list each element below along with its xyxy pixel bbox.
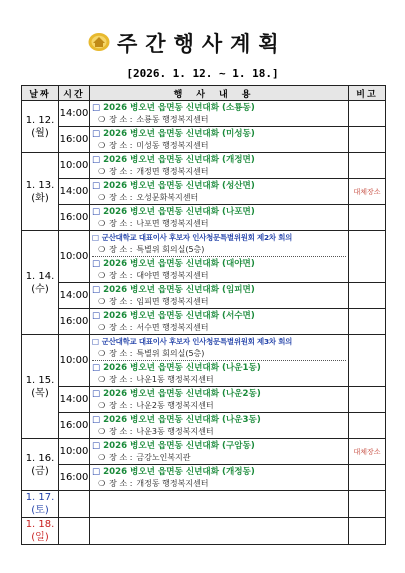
- event-cell: [90, 127, 349, 153]
- emblem-icon: [88, 32, 110, 52]
- checkbox-bullet-icon: □: [92, 233, 99, 242]
- checkbox-bullet-icon: □: [92, 389, 101, 399]
- table-row: [22, 231, 386, 283]
- time-cell: 16:00: [59, 465, 90, 491]
- event-title: [92, 310, 346, 322]
- time-cell: 10:00: [59, 335, 90, 387]
- place-label: 장 소 :: [109, 167, 133, 176]
- event-place: [92, 348, 346, 359]
- place-bullet-icon: ❍: [98, 323, 106, 332]
- event-divider: [92, 256, 346, 257]
- table-row: [22, 335, 386, 387]
- time-cell: 14:00: [59, 101, 90, 127]
- place-bullet-icon: ❍: [98, 297, 106, 306]
- event-cell: [90, 283, 349, 309]
- event-place: [92, 400, 346, 411]
- event-title: [92, 414, 346, 426]
- event-title: [92, 466, 346, 478]
- event-title: [92, 440, 346, 452]
- checkbox-bullet-icon: □: [92, 363, 101, 373]
- place-text: 금강노인복지관: [136, 453, 191, 462]
- weekday-text: (목): [31, 387, 49, 399]
- checkbox-bullet-icon: □: [92, 129, 101, 139]
- time-cell: [59, 518, 90, 545]
- note-cell: [349, 465, 386, 491]
- date-text: 1. 13.: [25, 179, 55, 191]
- event-cell: [90, 491, 349, 518]
- place-label: 장 소 :: [109, 479, 133, 488]
- time-cell: 10:00: [59, 439, 90, 465]
- date-text: 1. 16.: [25, 452, 55, 464]
- place-text: 나운1동 행정복지센터: [136, 375, 214, 384]
- place-label: 장 소 :: [109, 349, 133, 358]
- event-title: [92, 362, 346, 374]
- note-cell: 대체장소: [349, 179, 386, 205]
- place-label: 장 소 :: [109, 427, 133, 436]
- place-bullet-icon: ❍: [98, 271, 106, 280]
- place-label: 장 소 :: [109, 323, 133, 332]
- place-label: 장 소 :: [109, 401, 133, 410]
- event-divider: [92, 360, 346, 361]
- event-cell: [90, 205, 349, 231]
- checkbox-bullet-icon: □: [92, 155, 101, 165]
- event-cell: [90, 309, 349, 335]
- event-title: [92, 206, 346, 218]
- place-bullet-icon: ❍: [98, 115, 106, 124]
- date-cell: [22, 439, 59, 491]
- event-title-text: 2026 병오년 읍면동 신년대화 (미성동): [103, 129, 255, 139]
- page-title: 주간행사계획: [117, 32, 287, 56]
- place-bullet-icon: ❍: [98, 167, 106, 176]
- date-text: 1. 17.: [25, 492, 55, 503]
- col-header-note: 비고: [349, 86, 386, 101]
- date-cell: [22, 153, 59, 231]
- checkbox-bullet-icon: □: [92, 103, 101, 113]
- time-cell: 10:00: [59, 153, 90, 179]
- event-title: [92, 180, 346, 192]
- event-place: [92, 244, 346, 255]
- event-title-text: 2026 병오년 읍면동 신년대화 (나포면): [103, 207, 255, 217]
- note-cell: [349, 231, 386, 283]
- note-cell: [349, 518, 386, 545]
- event-place: [92, 296, 346, 307]
- event-place: [92, 192, 346, 203]
- weekday-text: (일): [31, 532, 49, 543]
- time-cell: 14:00: [59, 283, 90, 309]
- place-bullet-icon: ❍: [98, 427, 106, 436]
- event-place: [92, 140, 346, 151]
- weekday-text: (토): [31, 505, 49, 516]
- event-cell: [90, 153, 349, 179]
- place-text: 미성동 행정복지센터: [136, 141, 209, 150]
- note-cell: [349, 283, 386, 309]
- event-title-text: 2026 병오년 읍면동 신년대화 (소룡동): [103, 103, 255, 113]
- event-title-text: 2026 병오년 읍면동 신년대화 (서수면): [103, 311, 255, 321]
- date-text: 1. 14.: [25, 270, 55, 282]
- event-title: [92, 336, 346, 348]
- note-cell: [349, 309, 386, 335]
- place-bullet-icon: ❍: [98, 479, 106, 488]
- event-title-text: 2026 병오년 읍면동 신년대화 (성산면): [103, 181, 255, 191]
- col-header-content: 행사내용: [90, 86, 349, 101]
- place-text: 특별위 회의실(5층): [136, 245, 205, 254]
- checkbox-bullet-icon: □: [92, 415, 101, 425]
- event-cell: [90, 101, 349, 127]
- checkbox-bullet-icon: □: [92, 207, 101, 217]
- note-cell: [349, 205, 386, 231]
- date-cell: [22, 491, 59, 518]
- note-cell: [349, 387, 386, 413]
- table-row: [22, 127, 386, 153]
- table-row: [22, 283, 386, 309]
- place-label: 장 소 :: [109, 453, 133, 462]
- event-title-text: 2026 병오년 읍면동 신년대화 (개정동): [103, 467, 255, 477]
- note-cell: [349, 491, 386, 518]
- weekday-text: (금): [31, 465, 49, 477]
- place-text: 특별위 회의실(5층): [136, 349, 205, 358]
- event-title-text: 2026 병오년 읍면동 신년대화 (대야면): [103, 259, 255, 269]
- event-title-text: 2026 병오년 읍면동 신년대화 (구암동): [103, 441, 255, 451]
- event-title: [92, 128, 346, 140]
- date-cell: [22, 518, 59, 545]
- event-title-text: 2026 병오년 읍면동 신년대화 (나운2동): [103, 389, 261, 399]
- date-cell: [22, 231, 59, 335]
- table-row: [22, 309, 386, 335]
- schedule-table: [21, 85, 386, 545]
- place-label: 장 소 :: [109, 245, 133, 254]
- place-bullet-icon: ❍: [98, 245, 106, 254]
- note-cell: [349, 153, 386, 179]
- place-bullet-icon: ❍: [98, 219, 106, 228]
- event-cell: [90, 387, 349, 413]
- place-text: 개정동 행정복지센터: [136, 479, 209, 488]
- event-title-text: 2026 병오년 읍면동 신년대화 (개정면): [103, 155, 255, 165]
- time-cell: 14:00: [59, 179, 90, 205]
- period-range: [2026. 1. 12. ~ 1. 18.]: [126, 67, 279, 80]
- checkbox-bullet-icon: □: [92, 467, 101, 477]
- event-cell: [90, 518, 349, 545]
- place-bullet-icon: ❍: [98, 401, 106, 410]
- place-label: 장 소 :: [109, 219, 133, 228]
- event-place: [92, 322, 346, 333]
- place-text: 나운2동 행정복지센터: [136, 401, 214, 410]
- place-text: 서수면 행정복지센터: [136, 323, 209, 332]
- place-text: 임피면 행정복지센터: [136, 297, 209, 306]
- time-cell: 16:00: [59, 309, 90, 335]
- table-row: [22, 179, 386, 205]
- place-text: 나포면 행정복지센터: [136, 219, 209, 228]
- header-row: [22, 86, 386, 101]
- table-row: [22, 101, 386, 127]
- table-row: [22, 413, 386, 439]
- time-cell: [59, 491, 90, 518]
- checkbox-bullet-icon: □: [92, 285, 101, 295]
- event-title: [92, 102, 346, 114]
- event-place: [92, 452, 346, 463]
- event-title: [92, 232, 346, 244]
- place-bullet-icon: ❍: [98, 349, 106, 358]
- place-label: 장 소 :: [109, 141, 133, 150]
- event-place: [92, 478, 346, 489]
- place-text: 개정면 행정복지센터: [136, 167, 209, 176]
- place-bullet-icon: ❍: [98, 193, 106, 202]
- event-title: [92, 284, 346, 296]
- table-row: [22, 518, 386, 545]
- event-title: [92, 154, 346, 166]
- table-row: [22, 491, 386, 518]
- time-cell: 16:00: [59, 413, 90, 439]
- weekday-text: (화): [31, 192, 49, 204]
- date-text: 1. 12.: [25, 114, 55, 126]
- checkbox-bullet-icon: □: [92, 181, 101, 191]
- event-cell: [90, 231, 349, 283]
- event-cell: [90, 465, 349, 491]
- table-row: [22, 153, 386, 179]
- note-cell: [349, 413, 386, 439]
- event-title-text: 2026 병오년 읍면동 신년대화 (나운3동): [103, 415, 261, 425]
- time-cell: 16:00: [59, 127, 90, 153]
- place-text: 대야면 행정복지센터: [136, 271, 209, 280]
- note-cell: [349, 101, 386, 127]
- date-text: 1. 18.: [25, 519, 55, 530]
- date-text: 1. 15.: [25, 374, 55, 386]
- note-cell: [349, 127, 386, 153]
- event-title-text: 2026 병오년 읍면동 신년대화 (나운1동): [103, 363, 261, 373]
- note-cell: 대체장소: [349, 439, 386, 465]
- event-place: [92, 270, 346, 281]
- weekday-text: (수): [31, 283, 49, 295]
- event-title-text: 군산대학교 대표이사 후보자 인사청문특별위원회 제2차 회의: [101, 233, 293, 242]
- date-cell: [22, 101, 59, 153]
- place-bullet-icon: ❍: [98, 453, 106, 462]
- time-cell: 14:00: [59, 387, 90, 413]
- place-text: 소룡동 행정복지센터: [136, 115, 209, 124]
- place-label: 장 소 :: [109, 375, 133, 384]
- event-cell: [90, 413, 349, 439]
- event-cell: [90, 179, 349, 205]
- place-bullet-icon: ❍: [98, 375, 106, 384]
- event-title-text: 군산대학교 대표이사 후보자 인사청문특별위원회 제3차 회의: [101, 337, 293, 346]
- event-cell: [90, 439, 349, 465]
- checkbox-bullet-icon: □: [92, 259, 101, 269]
- checkbox-bullet-icon: □: [92, 311, 101, 321]
- event-place: [92, 166, 346, 177]
- place-label: 장 소 :: [109, 115, 133, 124]
- place-label: 장 소 :: [109, 297, 133, 306]
- event-place: [92, 374, 346, 385]
- table-row: [22, 205, 386, 231]
- col-header-time: 시간: [59, 86, 90, 101]
- event-cell: [90, 335, 349, 387]
- page-header: [0, 22, 405, 62]
- event-title-text: 2026 병오년 읍면동 신년대화 (임피면): [103, 285, 255, 295]
- place-text: 나운3동 행정복지센터: [136, 427, 214, 436]
- weekday-text: (월): [31, 127, 49, 139]
- table-row: [22, 387, 386, 413]
- event-place: [92, 218, 346, 229]
- col-header-date: 날짜: [22, 86, 59, 101]
- time-cell: 16:00: [59, 205, 90, 231]
- place-label: 장 소 :: [109, 271, 133, 280]
- time-cell: 10:00: [59, 231, 90, 283]
- event-place: [92, 426, 346, 437]
- place-bullet-icon: ❍: [98, 141, 106, 150]
- note-cell: [349, 335, 386, 387]
- place-text: 오성문화복지센터: [136, 193, 199, 202]
- date-cell: [22, 335, 59, 439]
- place-label: 장 소 :: [109, 193, 133, 202]
- event-place: [92, 114, 346, 125]
- table-row: [22, 465, 386, 491]
- table-row: [22, 439, 386, 465]
- event-title: [92, 388, 346, 400]
- checkbox-bullet-icon: □: [92, 337, 99, 346]
- checkbox-bullet-icon: □: [92, 441, 101, 451]
- event-title: [92, 258, 346, 270]
